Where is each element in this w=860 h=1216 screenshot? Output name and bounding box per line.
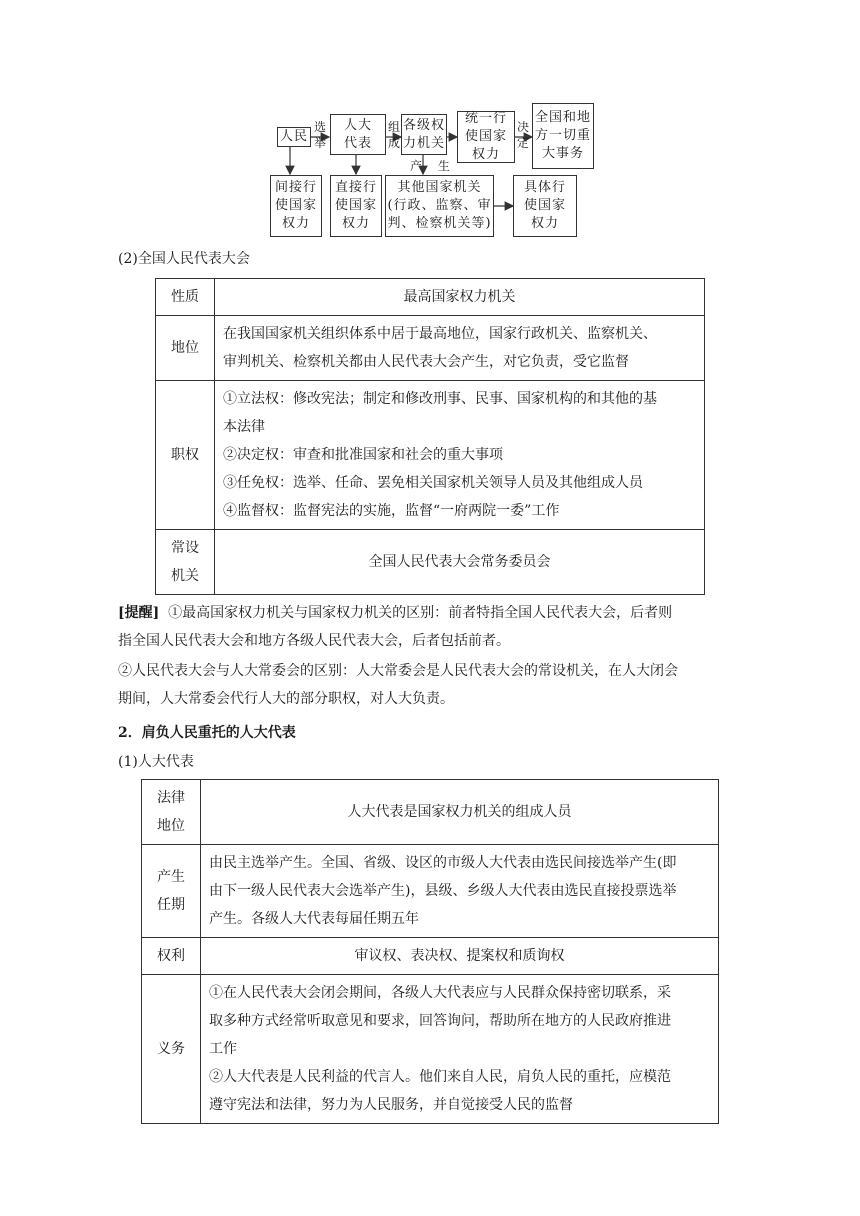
box-unified-label: 统一行 使国家 权力: [464, 111, 507, 162]
value-line: 遵守宪法和法律，努力为人民服务，并自觉接受人民的监督: [209, 1097, 573, 1113]
row-key: 权利: [142, 938, 201, 975]
row-value: [215, 316, 705, 381]
box-major-affairs: [532, 103, 594, 169]
row-key: 法律 地位: [142, 780, 201, 845]
row-key: 产生 任期: [142, 845, 201, 938]
reminder-text: 指全国人民代表大会和地方各级人民代表大会，后者包括前者。: [118, 633, 510, 649]
box-indirect: [270, 175, 322, 237]
box-other-organs-label: 其他国家机关 (行政、监察、审 判、检察机关等): [387, 180, 492, 231]
value-line: 产生。各级人大代表每届任期五年: [209, 911, 419, 927]
row-value: [201, 780, 719, 845]
value-line: 在我国国家机关组织体系中居于最高地位，国家行政机关、监察机关、: [223, 326, 657, 342]
box-indirect-label: 间接行 使国家 权力: [274, 180, 317, 231]
reminder-paragraph-2: [118, 657, 738, 713]
box-delegates-label: 人大 代表: [343, 117, 372, 151]
box-unified-exercise: [457, 111, 515, 163]
table-row: [156, 279, 705, 316]
box-direct: [330, 175, 382, 237]
value-line: ②决定权：审查和批准国家和社会的重大事项: [223, 447, 503, 463]
row-value: [215, 381, 705, 530]
value-line: 工作: [209, 1041, 237, 1057]
table-row: [142, 845, 719, 938]
value-line: 审议权、表决权、提案权和质询权: [354, 948, 565, 964]
value-line: ②人大代表是人民利益的代言人。他们来自人民，肩负人民的重托，应模范: [209, 1069, 671, 1085]
row-key: 性质: [156, 279, 215, 316]
value-line: 本法律: [223, 419, 265, 435]
value-line: ①立法权：修改宪法；制定和修改刑事、民事、国家机构的和其他的基: [223, 391, 657, 407]
box-congress-label: 各级权 力机关: [402, 117, 445, 151]
row-value: [215, 279, 705, 316]
table-row: [142, 975, 719, 1124]
row-value: [201, 975, 719, 1124]
box-people-label: 人民: [279, 129, 308, 144]
section-heading: 2．肩负人民重托的人大代表: [118, 725, 296, 741]
box-delegates: [330, 114, 386, 155]
box-direct-label: 直接行 使国家 权力: [334, 180, 377, 231]
npc-table: [155, 278, 705, 595]
box-other-organs: [385, 175, 494, 237]
label-elect: 选 举: [313, 120, 326, 150]
reminder-tag: [提醒]: [118, 605, 160, 621]
reminder-text: ②人民代表大会与人大常委会的区别：人大常委会是人民代表大会的常设机关，在人大闭会: [118, 663, 678, 679]
value-line: 由下一级人民代表大会选举产生)，县级、乡级人大代表由选民直接投票选举: [209, 883, 677, 899]
value-line: ③任免权：选举、任命、罢免相关国家机关领导人员及其他组成人员: [223, 475, 643, 491]
row-key: 义务: [142, 975, 201, 1124]
reminder-paragraph-1: [118, 599, 738, 655]
box-people: [277, 127, 311, 147]
reminder-text: 期间，人大常委会代行人大的部分职权，对人大负责。: [118, 691, 454, 707]
box-affairs-label: 全国和地 方一切重 大事务: [534, 110, 591, 161]
value-line: ①在人民代表大会闭会期间，各级人大代表应与人民群众保持密切联系，采: [209, 985, 671, 1001]
value-line: 全国人民代表大会常务委员会: [368, 554, 551, 570]
value-line: 人大代表是国家权力机关的组成人员: [347, 804, 572, 820]
value-line: 由民主选举产生。全国、省级、设区的市级人大代表由选民间接选举产生(即: [209, 855, 677, 871]
table-row: [156, 316, 705, 381]
row-key: 地位: [156, 316, 215, 381]
label-produce: 产 生: [410, 159, 456, 173]
value-line: 最高国家权力机关: [403, 289, 516, 305]
box-congress: [401, 114, 447, 155]
value-line: 审判机关、检察机关都由人民代表大会产生，对它负责，受它监督: [223, 354, 629, 370]
box-specific: [513, 175, 577, 237]
row-value: [201, 938, 719, 975]
table-row: [156, 381, 705, 530]
row-key: 职权: [156, 381, 215, 530]
deputy-heading: (1)人大代表: [118, 754, 194, 770]
value-line: 取多种方式经常听取意见和要求，回答询问，帮助所在地方的人民政府推进: [209, 1013, 671, 1029]
box-specific-label: 具体行 使国家 权力: [523, 180, 566, 231]
row-value: [201, 845, 719, 938]
table-row: [142, 780, 719, 845]
table-row: [142, 938, 719, 975]
deputy-table: [141, 779, 719, 1124]
row-key: 常设 机关: [156, 530, 215, 595]
label-decide: 决 定: [516, 120, 529, 150]
table-row: [156, 530, 705, 595]
value-line: ④监督权：监督宪法的实施，监督“一府两院一委”工作: [223, 503, 560, 519]
label-compose: 组 成: [387, 120, 400, 150]
row-value: [215, 530, 705, 595]
npc-heading: (2)全国人民代表大会: [118, 251, 250, 267]
reminder-text: ①最高国家权力机关与国家权力机关的区别：前者特指全国人民代表大会，后者则: [168, 605, 673, 621]
